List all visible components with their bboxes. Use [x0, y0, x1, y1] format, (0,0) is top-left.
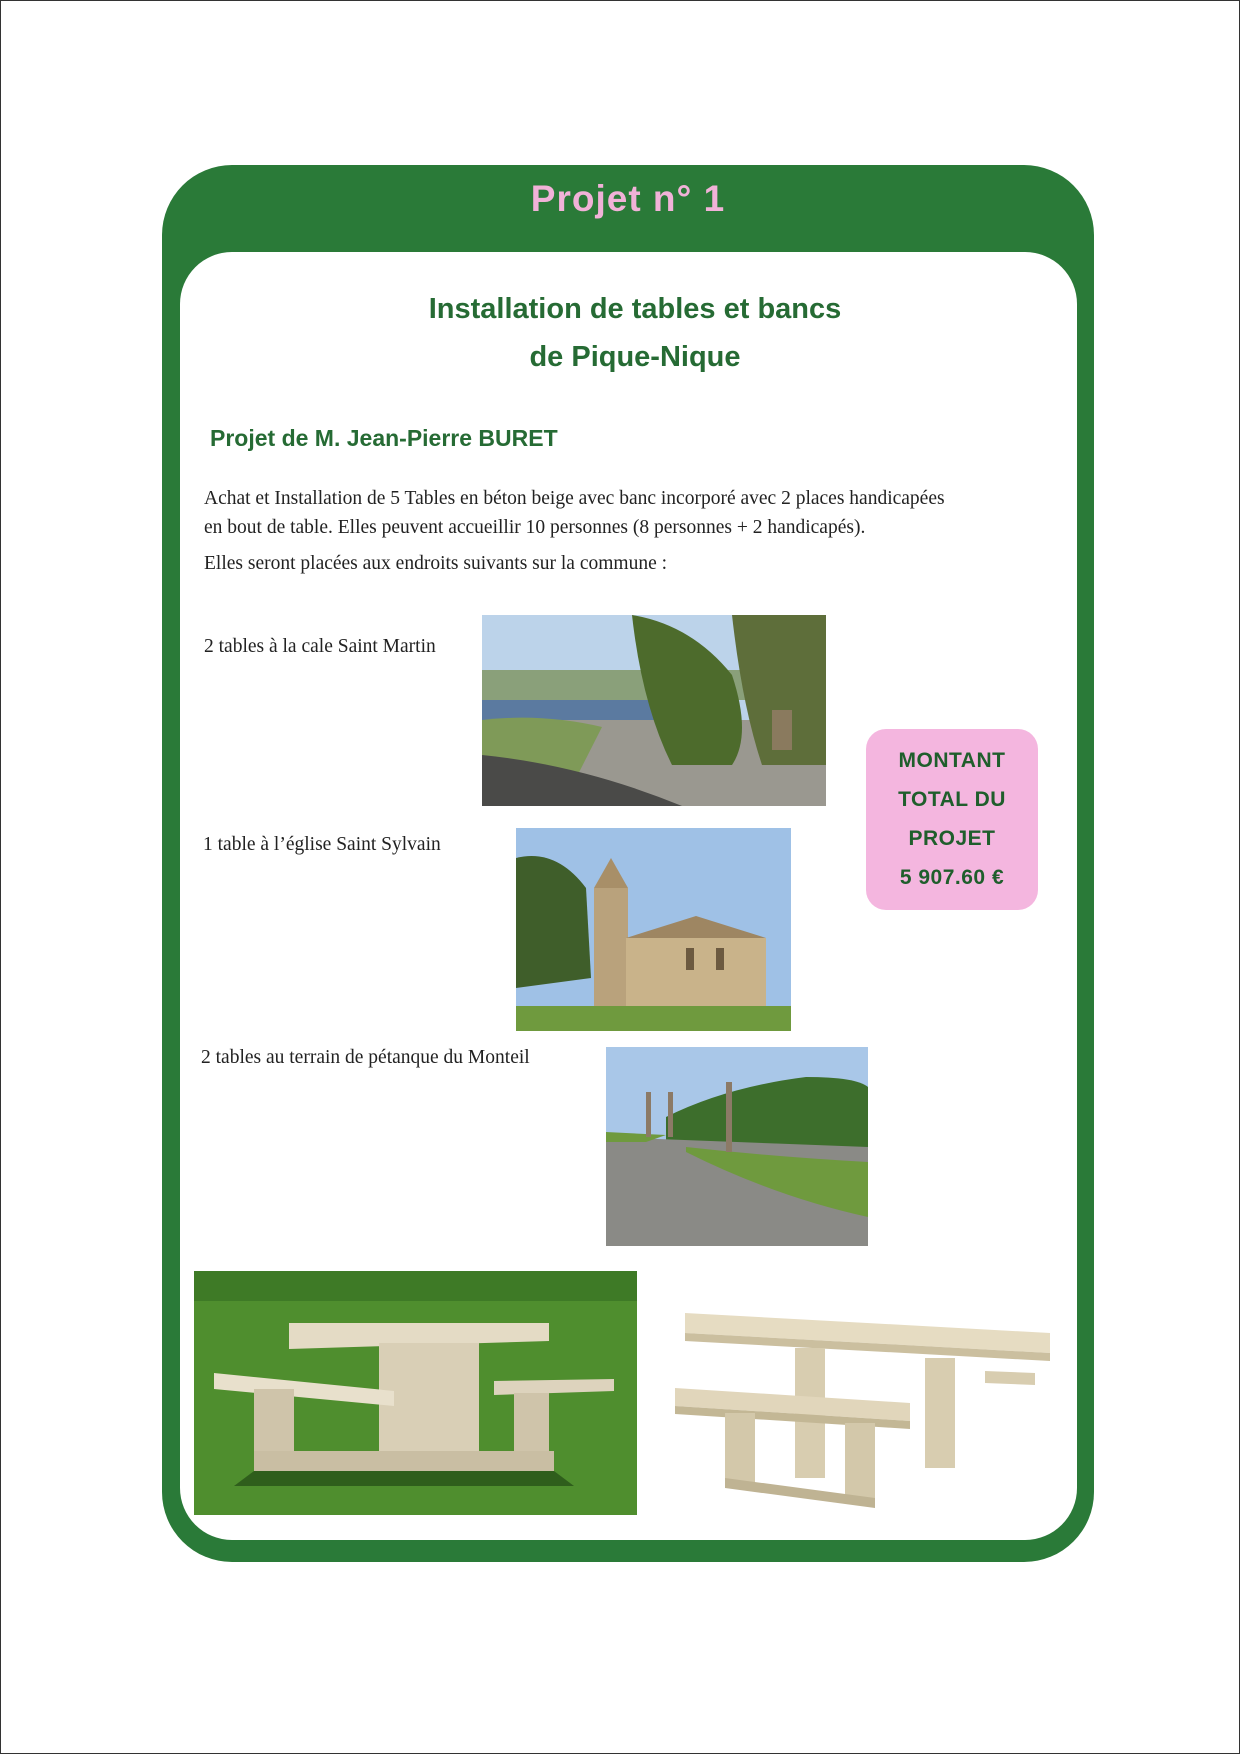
description-line1: Achat et Installation de 5 Tables en béton beige avec banc incorporé avec 2 places handicapées [204, 488, 945, 509]
amount-label-line3: PROJET [908, 827, 996, 850]
amount-value: 5 907.60 € [899, 866, 1005, 889]
amount-label-line2: TOTAL DU [898, 788, 1006, 811]
photo-cale-saint-martin [482, 615, 826, 806]
project-number-title: Projet n° 1 [530, 178, 726, 219]
photo-picnic-table-grass [194, 1271, 637, 1515]
location-label-cale-saint-martin: 2 tables à la cale Saint Martin [204, 636, 436, 657]
main-title [300, 285, 970, 381]
amount-label-line1: MONTANT [898, 749, 1006, 772]
project-total-amount-box [866, 729, 1038, 910]
placement-intro: Elles seront placées aux endroits suivants sur la commune : [204, 553, 668, 574]
main-title-line2: de Pique-Nique [529, 341, 741, 373]
photo-terrain-petanque-monteil [606, 1047, 868, 1246]
photo-picnic-table-studio [665, 1303, 1055, 1515]
location-label-eglise-saint-sylvain: 1 table à l’église Saint Sylvain [203, 834, 441, 855]
project-author: Projet de M. Jean-Pierre BURET [210, 425, 558, 451]
description-line2: en bout de table. Elles peuvent accueillir 10 personnes (8 personnes + 2 handicapés). [204, 517, 866, 538]
location-label-terrain-petanque-monteil: 2 tables au terrain de pétanque du Monteil [201, 1047, 530, 1068]
photo-eglise-saint-sylvain [516, 828, 791, 1031]
project-description [204, 484, 1074, 542]
main-title-line1: Installation de tables et bancs [428, 293, 842, 325]
